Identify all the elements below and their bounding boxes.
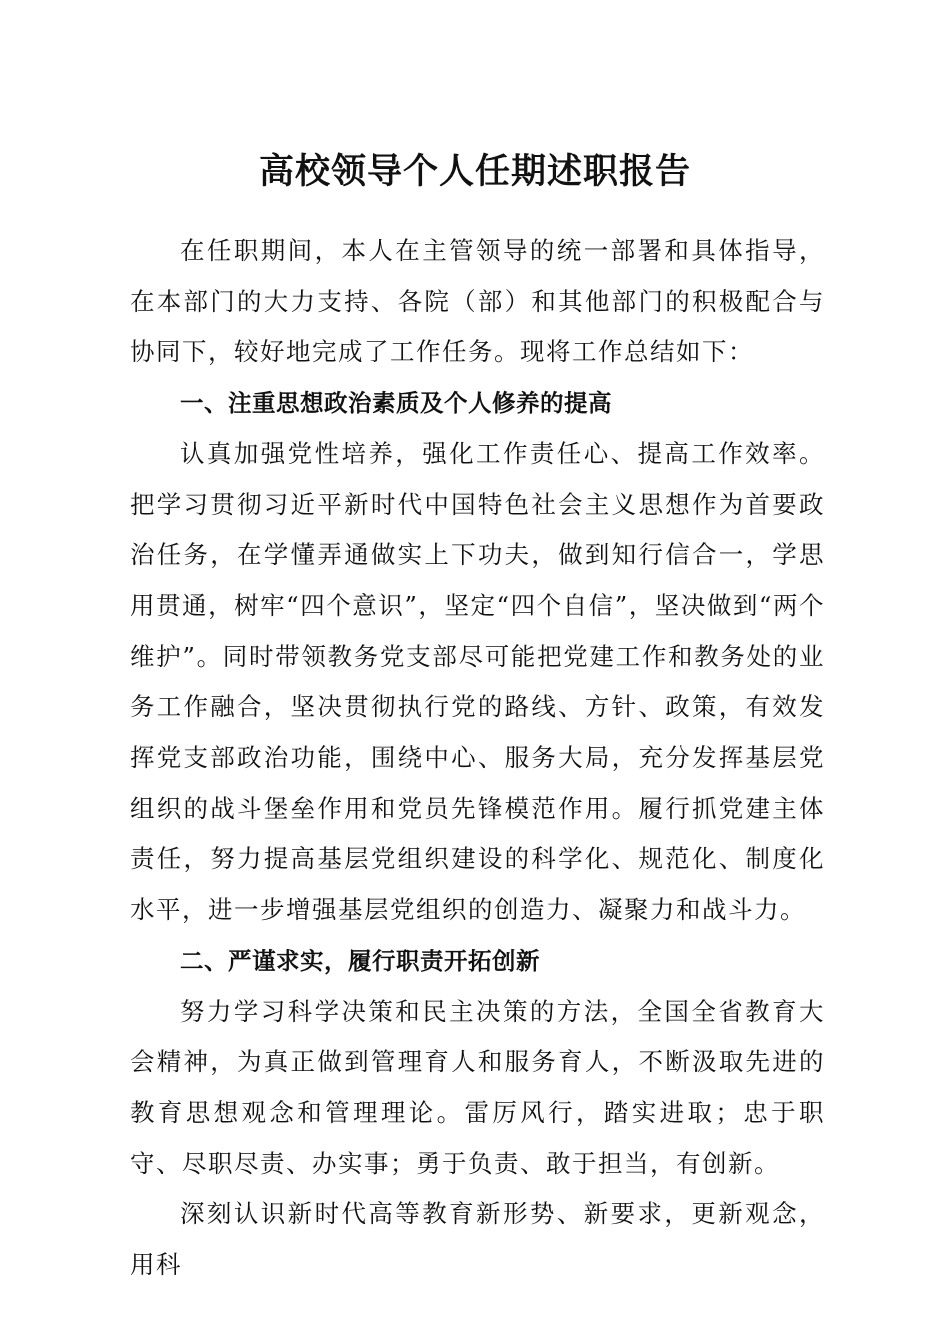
paragraph-section-2a: 努力学习科学决策和民主决策的方法，全国全省教育大会精神，为真正做到管理育人和服务育人，不断汲取先进的教育思想观念和管理理论。雷厉风行，踏实进取；忠于职守、尽职尽责、办实事；勇于负责、敢于担当，有创新。 (130, 996, 825, 1178)
paragraph-intro: 在任职期间，本人在主管领导的统一部署和具体指导，在本部门的大力支持、各院（部）和其他部门的积极配合与协同下，较好地完成了工作任务。现将工作总结如下： (130, 236, 825, 367)
section-heading-2: 二、严谨求实，履行职责开拓创新 (180, 946, 540, 975)
document-title: 高校领导个人任期述职报告 (258, 151, 691, 192)
paragraph-section-1: 认真加强党性培养，强化工作责任心、提高工作效率。把学习贯彻习近平新时代中国特色社会主义思想作为首要政治任务，在学懂弄通做实上下功夫，做到知行信合一，学思用贯通，树牢“四个意识”，坚定“四个自信”，坚决做到“两个维护”。同时带领教务党支部尽可能把党建工作和教务处的业务工作融合，坚决贯彻执行党的路线、方针、政策，有效发挥党支部政治功能，围绕中心、服务大局，充分发挥基层党组织的战斗堡垒作用和党员先锋模范作用。履行抓党建主体责任，努力提高基层党组织建设的科学化、规范化、制度化水平，进一步增强基层党组织的创造力、凝聚力和战斗力。 (130, 438, 825, 925)
paragraph-section-2b: 深刻认识新时代高等教育新形势、新要求，更新观念，用科 (130, 1199, 825, 1280)
section-heading-1: 一、注重思想政治素质及个人修养的提高 (180, 389, 612, 418)
document-body (130, 226, 825, 1291)
